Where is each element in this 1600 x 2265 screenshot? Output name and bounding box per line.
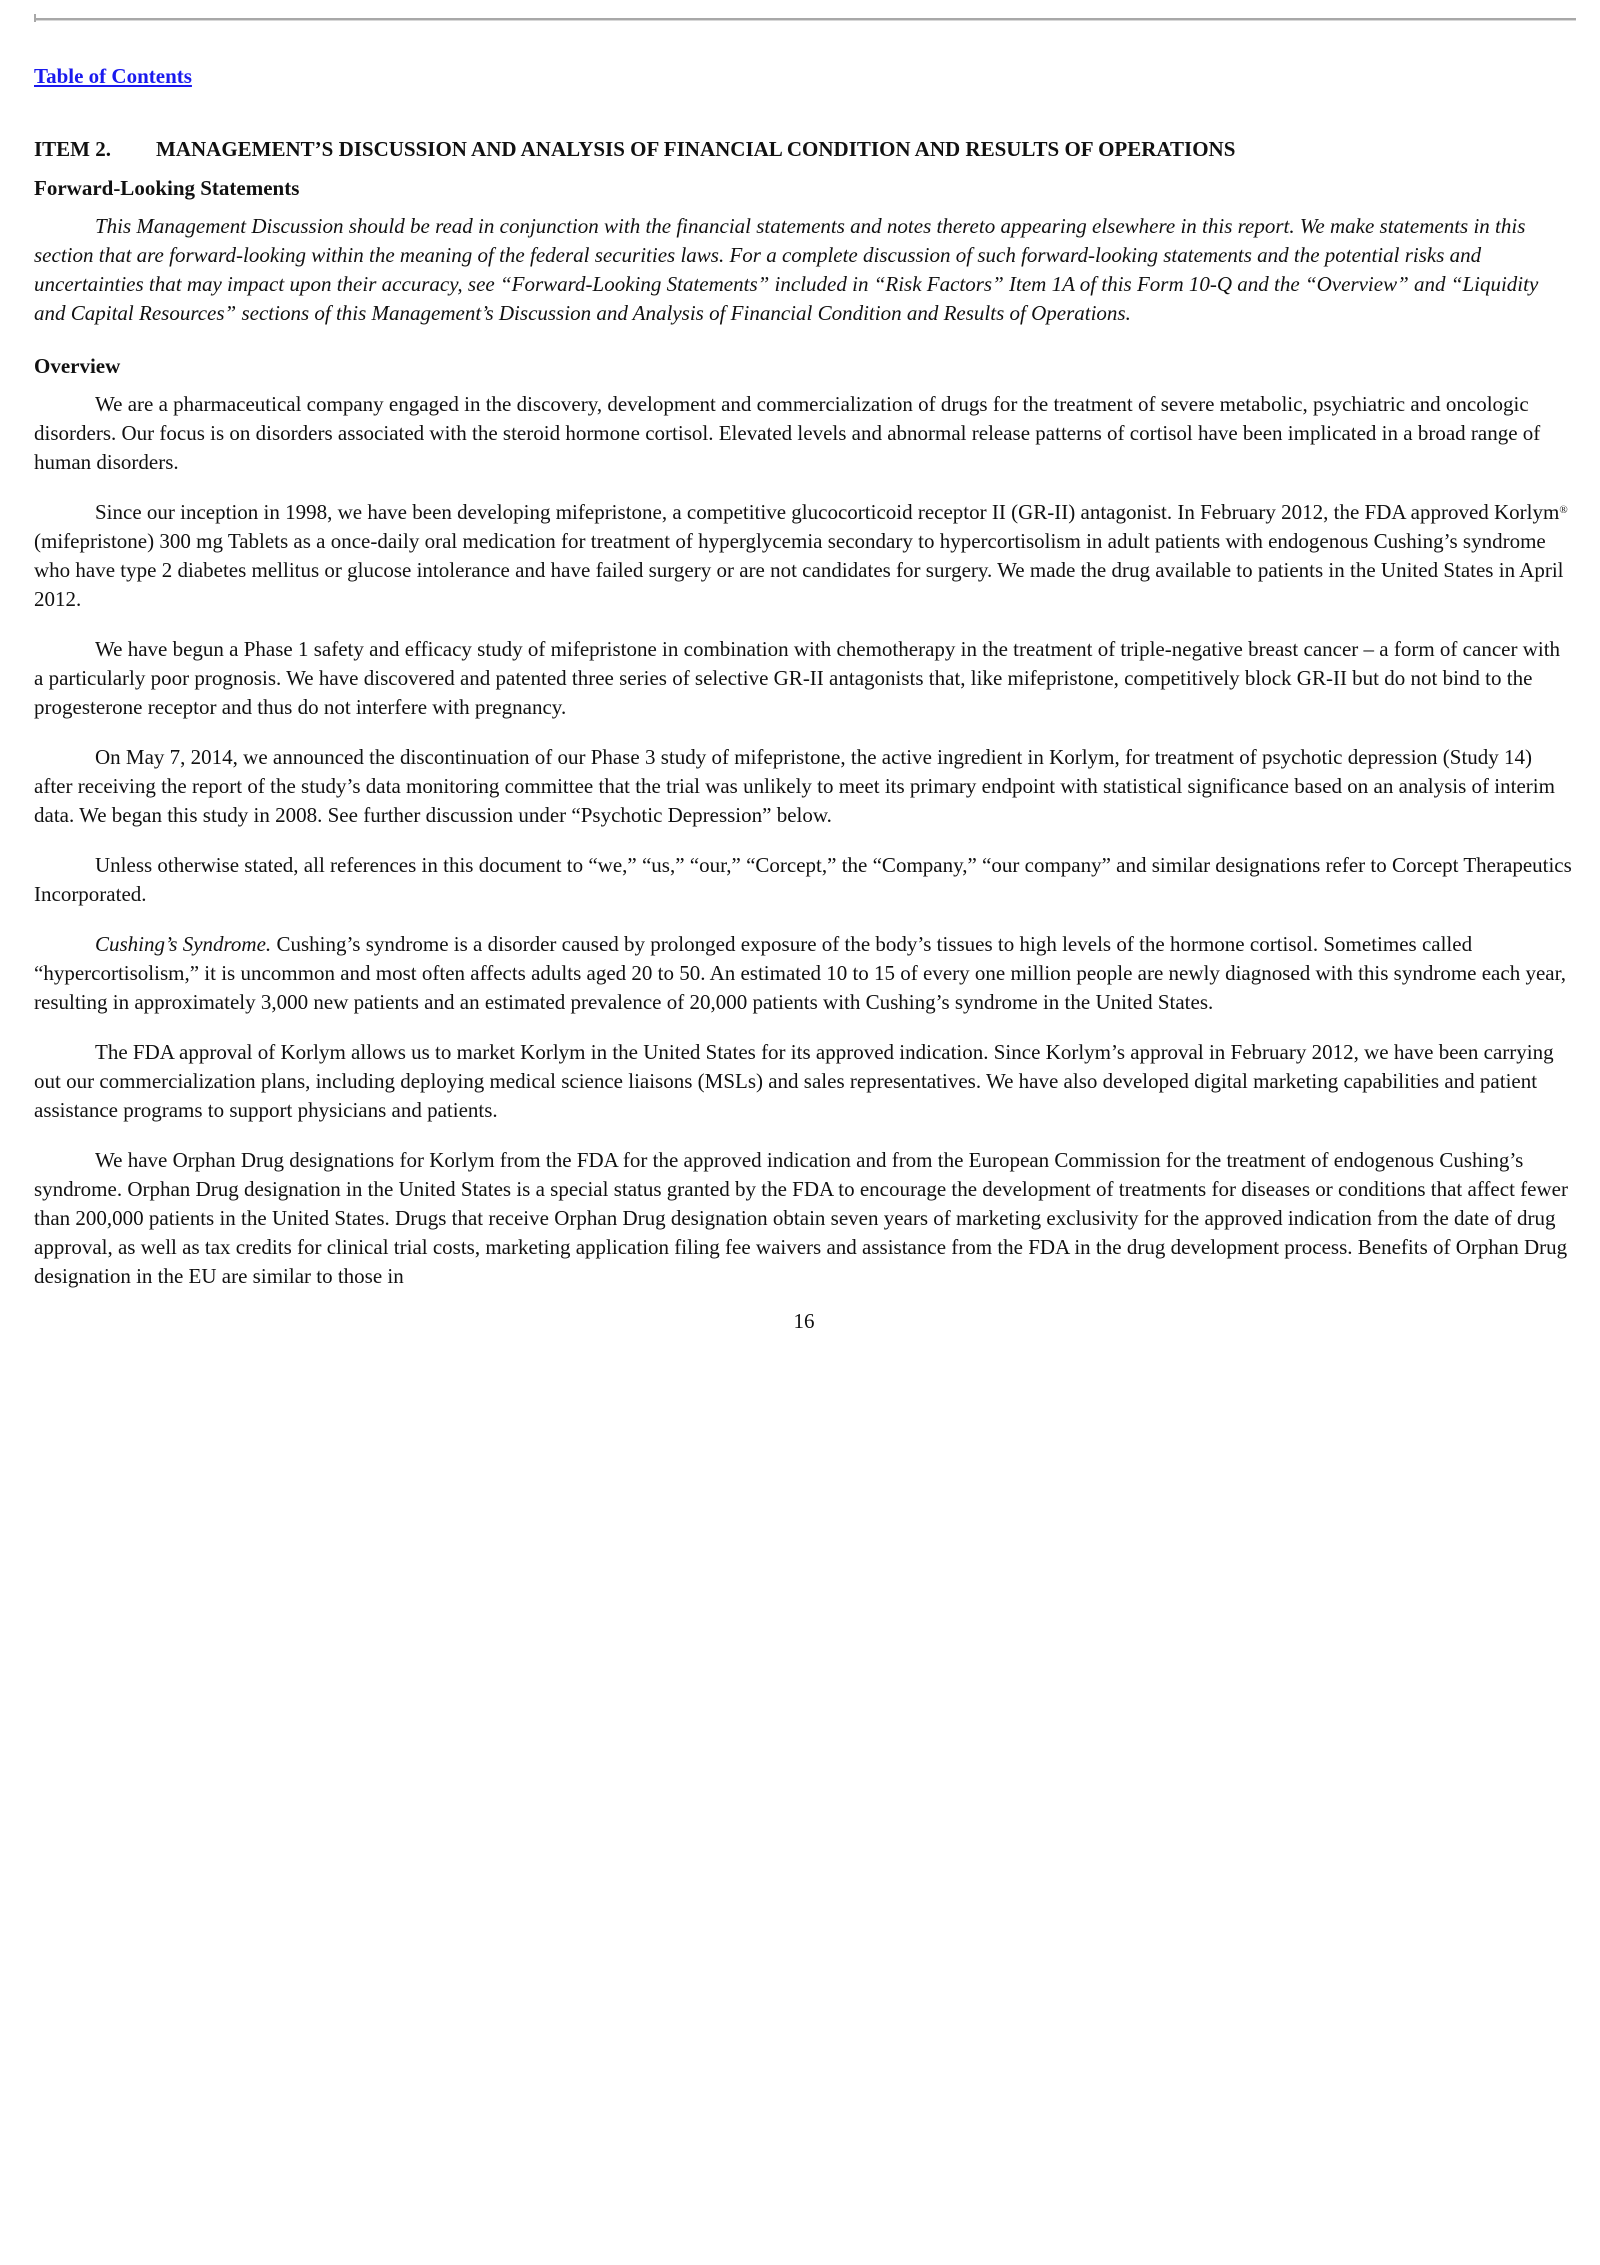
document-page — [34, 62, 1574, 1336]
item-heading — [34, 135, 1574, 164]
overview-paragraph-5: Unless otherwise stated, all references in this document to “we,” “us,” “our,” “Corcept,” the “Company,” “our company” and similar designations refer to Corcept Therapeutics Incorporated. — [34, 853, 1572, 906]
overview-paragraph-1: We are a pharmaceutical company engaged in the discovery, development and commercialization of drugs for the treatment of severe metabolic, psychiatric and oncologic disorders. Our focus is on disorders associated with the steroid hormone cortisol. Elevated levels and abnormal release patterns of cortisol have been implicated in a broad range of human disorders. — [34, 392, 1541, 474]
page-number: 16 — [793, 1309, 815, 1333]
overview-paragraph-4: On May 7, 2014, we announced the discontinuation of our Phase 3 study of mifepristone, the active ingredient in Korlym, for treatment of psychotic depression (Study 14) after receiving the report of the study’s data monitoring committee that the trial was unlikely to meet its primary endpoint with statistical significance based on an analysis of interim data. We began this study in 2008. See further discussion under “Psychotic Depression” below. — [34, 745, 1555, 827]
forward-looking-heading: Forward-Looking Statements — [34, 176, 300, 200]
top-divider-tick — [34, 14, 36, 22]
cushings-text: Cushing’s syndrome is a disorder caused by prolonged exposure of the body’s tissues to high levels of the hormone cortisol. Sometimes called “hypercortisolism,” it is uncommon and most often affects adults aged 20 to 50. An estimated 10 to 15 of every one million people are newly diagnosed with this syndrome each year, resulting in approximately 3,000 new patients and an estimated prevalence of 20,000 patients with Cushing’s syndrome in the United States. — [34, 932, 1566, 1014]
table-of-contents-link[interactable]: Table of Contents — [34, 64, 192, 88]
overview-paragraph-2 — [34, 498, 1574, 614]
cushings-lead-in: Cushing’s Syndrome. — [95, 932, 272, 956]
item-title: MANAGEMENT’S DISCUSSION AND ANALYSIS OF FINANCIAL CONDITION AND RESULTS OF OPERATIONS — [156, 137, 1236, 161]
top-divider — [34, 18, 1576, 21]
item-number: ITEM 2. — [34, 137, 112, 161]
overview-paragraph-3: We have begun a Phase 1 safety and efficacy study of mifepristone in combination with chemotherapy in the treatment of triple-negative breast cancer – a form of cancer with a particularly poor prognosis. We have discovered and patented three series of selective GR-II antagonists that, like mifepristone, competitively block GR-II but do not bind to the progesterone receptor and thus do not interfere with pregnancy. — [34, 637, 1561, 719]
cushings-paragraph — [34, 930, 1574, 1017]
overview-paragraph-7: The FDA approval of Korlym allows us to market Korlym in the United States for its approved indication. Since Korlym’s approval in February 2012, we have been carrying out our commercialization plans, including deploying medical science liaisons (MSLs) and sales representatives. We have also developed digital marketing capabilities and patient assistance programs to support physicians and patients. — [34, 1040, 1554, 1122]
overview-paragraph-8: We have Orphan Drug designations for Korlym from the FDA for the approved indication and from the European Commission for the treatment of endogenous Cushing’s syndrome. Orphan Drug designation in the United States is a special status granted by the FDA to encourage the development of treatments for diseases or conditions that affect fewer than 200,000 patients in the United States. Drugs that receive Orphan Drug designation obtain seven years of marketing exclusivity for the approved indication from the date of drug approval, as well as tax credits for clinical trial costs, marketing application filing fee waivers and assistance from the FDA in the drug development process. Benefits of Orphan Drug designation in the EU are similar to those in — [34, 1148, 1568, 1288]
registered-mark: ® — [1559, 504, 1568, 516]
overview-paragraph-2-start: Since our inception in 1998, we have been developing mifepristone, a competitive glucocorticoid receptor II (GR-II) antagonist. In February 2012, the FDA approved Korlym — [95, 500, 1560, 524]
forward-looking-paragraph: This Management Discussion should be read in conjunction with the financial statements and notes thereto appearing elsewhere in this report. We make statements in this section that are forward-looking within the meaning of the federal securities laws. For a complete discussion of such forward-looking statements and the potential risks and uncertainties that may impact upon their accuracy, see “Forward-Looking Statements” included in “Risk Factors” Item 1A of this Form 10-Q and the “Overview” and “Liquidity and Capital Resources” sections of this Management’s Discussion and Analysis of Financial Condition and Results of Operations. — [34, 214, 1539, 325]
overview-paragraph-2-end: (mifepristone) 300 mg Tablets as a once-daily oral medication for treatment of hyperglycemia secondary to hypercortisolism in adult patients with endogenous Cushing’s syndrome who have type 2 diabetes mellitus or glucose intolerance and have failed surgery or are not candidates for surgery. We made the drug available to patients in the United States in April 2012. — [34, 529, 1564, 611]
overview-heading: Overview — [34, 354, 121, 378]
